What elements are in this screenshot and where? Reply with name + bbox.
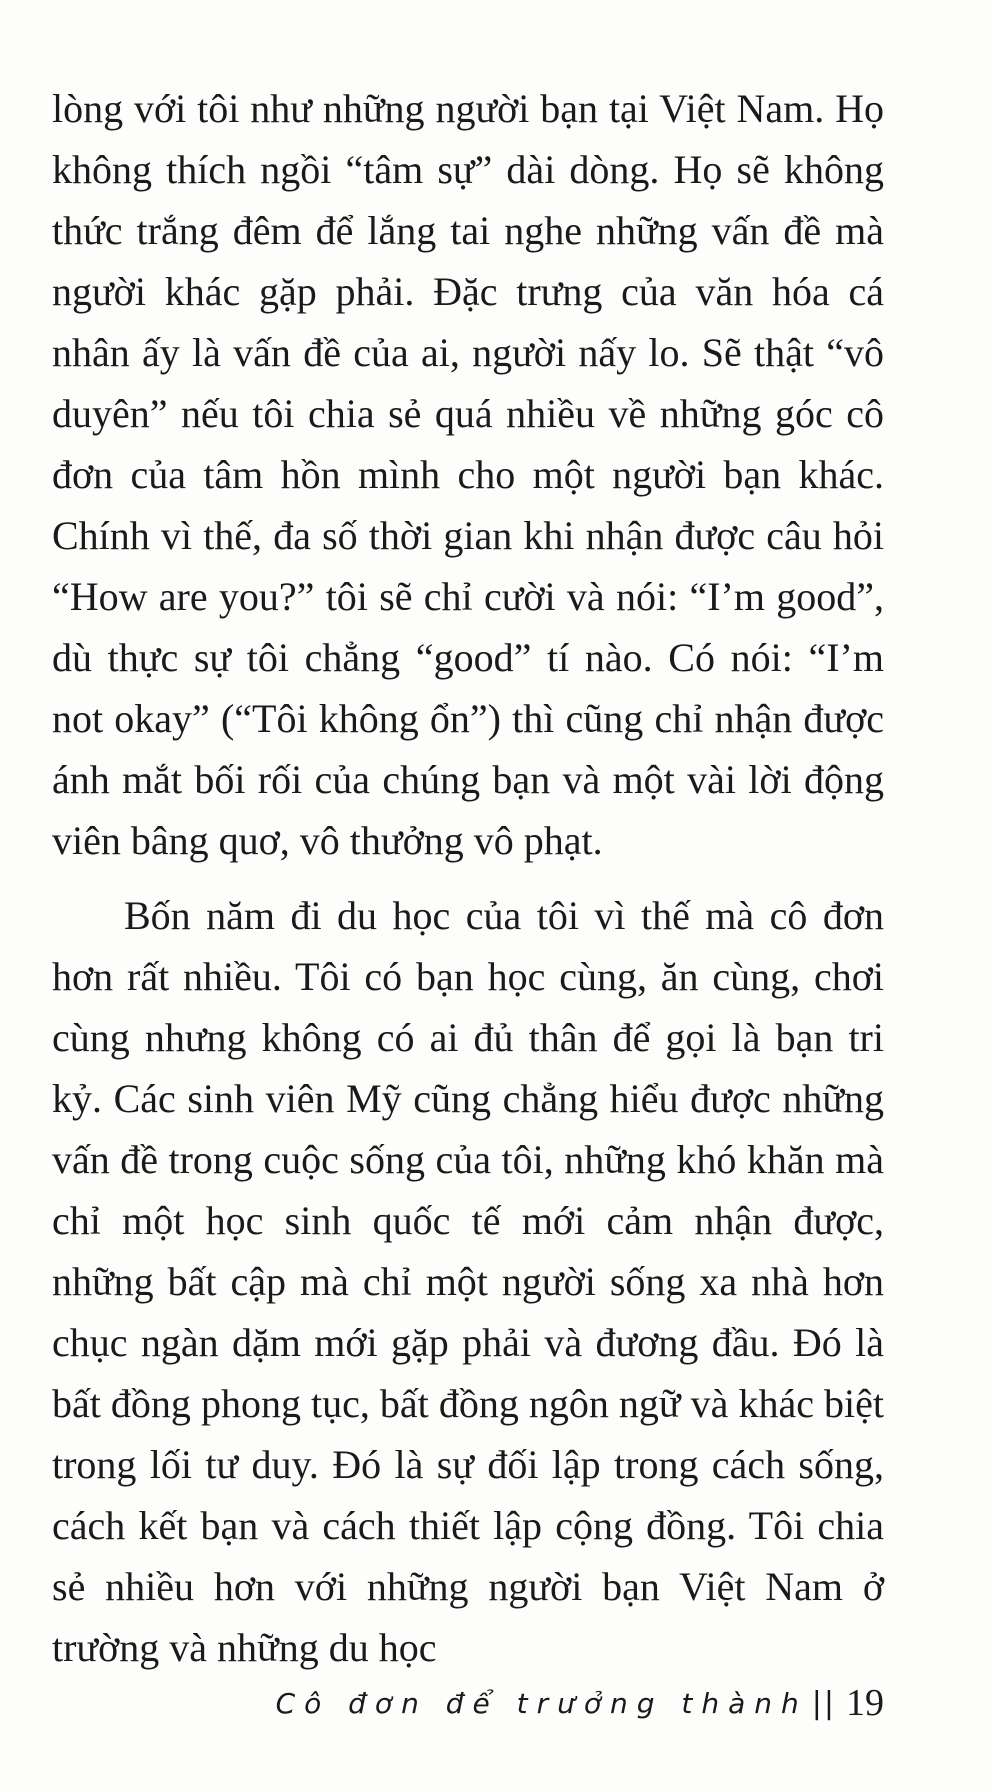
paragraph-2: Bốn năm đi du học của tôi vì thế mà cô đơn hơn rất nhiều. Tôi có bạn học cùng, ăn cùng, chơi cùng nhưng không có ai đủ thân để gọi là bạn tri kỷ. Các sinh viên Mỹ cũng chẳng hiểu được những vấn đề trong cuộc sống của tôi, những khó khăn mà chỉ một học sinh quốc tế mới cảm nhận được, những bất cập mà chỉ một người sống xa nhà hơn chục ngàn dặm mới gặp phải và đương đầu. Đó là bất đồng phong tục, bất đồng ngôn ngữ và khác biệt trong lối tư duy. Đó là sự đối lập trong cách sống, cách kết bạn và cách thiết lập cộng đồng. Tôi chia sẻ nhiều hơn với những người bạn Việt Nam ở trường và những du học xyxy=(52,893,884,1670)
page-footer xyxy=(276,1678,884,1728)
body-text xyxy=(52,78,884,1678)
footer-separator: || xyxy=(811,1685,836,1721)
page-number: 19 xyxy=(846,1682,884,1724)
running-title: Cô đơn để trưởng thành xyxy=(275,1686,808,1720)
paragraph-1: lòng với tôi như những người bạn tại Việt Nam. Họ không thích ngồi “tâm sự” dài dòng. Họ sẽ không thức trắng đêm để lắng tai nghe những vấn đề mà người khác gặp phải. Đặc trưng của văn hóa cá nhân ấy là vấn đề của ai, người nấy lo. Sẽ thật “vô duyên” nếu tôi chia sẻ quá nhiều về những góc cô đơn của tâm hồn mình cho một người bạn khác. Chính vì thế, đa số thời gian khi nhận được câu hỏi “How are you?” tôi sẽ chỉ cười và nói: “I’m good”, dù thực sự tôi chẳng “good” tí nào. Có nói: “I’m not okay” (“Tôi không ổn”) thì cũng chỉ nhận được ánh mắt bối rối của chúng bạn và một vài lời động viên bâng quơ, vô thưởng vô phạt. xyxy=(52,86,884,863)
